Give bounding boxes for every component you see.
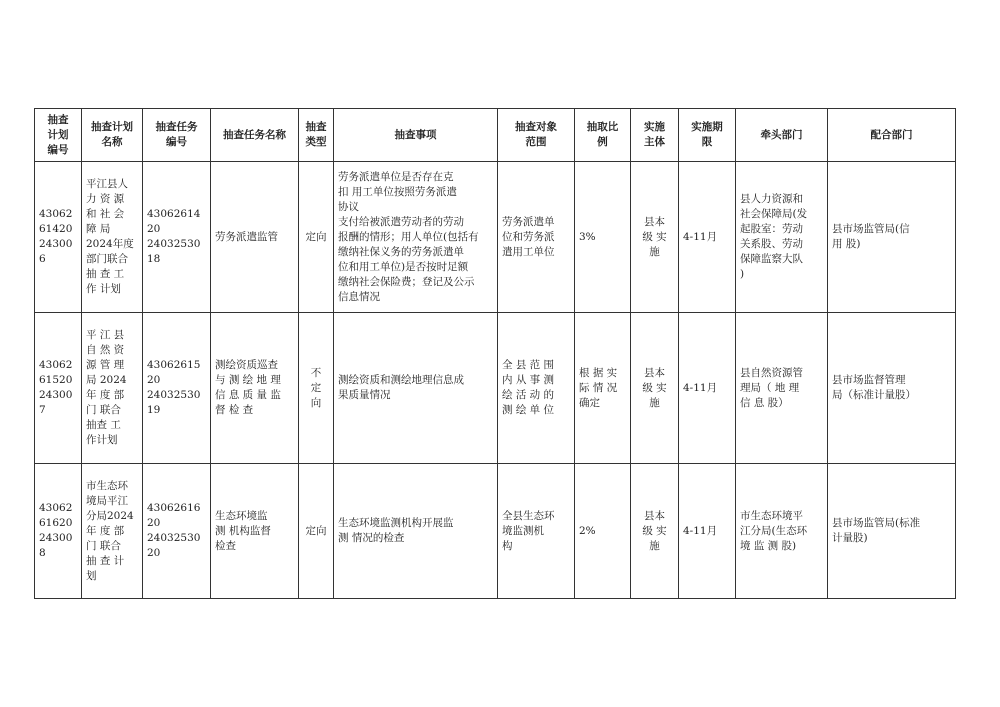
cell-coop-dept: 县市场监管局(信 用 股) — [828, 162, 956, 313]
cell-check-type: 定向 — [299, 162, 334, 313]
cell-task-id: 4306261520 24032530 19 — [143, 313, 211, 464]
header-period: 实施期 限 — [679, 109, 736, 162]
cell-plan-name: 市生态环 境局平江 分局2024 年 度 部 门 联合 抽 查 计 划 — [82, 464, 143, 599]
header-plan-name: 抽查计划 名称 — [82, 109, 143, 162]
header-sample-ratio: 抽取比 例 — [575, 109, 631, 162]
cell-task-name: 测绘资质巡查 与 测 绘 地 理 信 息 质 量 监 督 检 查 — [211, 313, 299, 464]
header-coop-dept: 配合部门 — [828, 109, 956, 162]
cell-implementer: 县本 级 实 施 — [631, 464, 679, 599]
cell-plan-name: 平 江 县 自 然 资 源 管 理 局 2024 年 度 部 门 联合 抽查 工 作计划 — [82, 313, 143, 464]
header-implementer: 实施 主体 — [631, 109, 679, 162]
cell-period: 4-11月 — [679, 162, 736, 313]
cell-target-scope: 劳务派遣单 位和劳务派 遣用工单位 — [498, 162, 575, 313]
cell-check-items: 劳务派遣单位是否存在克 扣 用工单位按照劳务派遣 协议 支付给被派遣劳动者的劳动 报酬的情形；用人单位(包括有 缴纳社保义务的劳务派遣单 位和用工单位)是否按时足额 缴纳社会保险费；登记及公示 信息情况 — [334, 162, 498, 313]
table-row — [35, 313, 956, 464]
header-task-id: 抽查任务 编号 — [143, 109, 211, 162]
cell-period: 4-11月 — [679, 313, 736, 464]
cell-task-name: 劳务派遣监管 — [211, 162, 299, 313]
cell-check-type: 不 定 向 — [299, 313, 334, 464]
header-check-type: 抽查 类型 — [299, 109, 334, 162]
header-check-items: 抽查事项 — [334, 109, 498, 162]
cell-lead-dept: 市生态环境平 江分局(生态环 境 监 测 股) — [736, 464, 828, 599]
cell-implementer: 县本 级 实 施 — [631, 162, 679, 313]
cell-plan-id: 43062 61420 24300 6 — [35, 162, 82, 313]
inspection-plan-table — [34, 108, 956, 599]
header-plan-id: 抽查 计划 编号 — [35, 109, 82, 162]
cell-target-scope: 全 县 范 围 内 从 事 测 绘 活 动 的 测 绘 单 位 — [498, 313, 575, 464]
table-row — [35, 464, 956, 599]
cell-task-name: 生态环境监 测 机构监督 检查 — [211, 464, 299, 599]
cell-coop-dept: 县市场监管局(标准 计量股) — [828, 464, 956, 599]
header-row — [35, 109, 956, 162]
cell-lead-dept: 县自然资源管 理局（ 地 理 信 息 股） — [736, 313, 828, 464]
cell-plan-name: 平江县人 力 资 源 和 社 会 障 局 2024年度 部门联合 抽 查 工 作 计划 — [82, 162, 143, 313]
cell-check-items: 生态环境监测机构开展监 测 情况的检查 — [334, 464, 498, 599]
header-task-name: 抽查任务名称 — [211, 109, 299, 162]
cell-lead-dept: 县人力资源和 社会保障局(发 起股室：劳动 关系股、劳动 保障监察大队 ) — [736, 162, 828, 313]
cell-coop-dept: 县市场监督管理 局（标准计量股） — [828, 313, 956, 464]
cell-check-type: 定向 — [299, 464, 334, 599]
cell-sample-ratio: 3% — [575, 162, 631, 313]
table-row — [35, 162, 956, 313]
cell-check-items: 测绘资质和测绘地理信息成 果质量情况 — [334, 313, 498, 464]
cell-implementer: 县本 级 实 施 — [631, 313, 679, 464]
cell-task-id: 4306261620 24032530 20 — [143, 464, 211, 599]
cell-task-id: 4306261420 24032530 18 — [143, 162, 211, 313]
cell-plan-id: 43062 61620 24300 8 — [35, 464, 82, 599]
cell-sample-ratio: 根 据 实 际 情 况 确定 — [575, 313, 631, 464]
cell-target-scope: 全县生态环 境监测机 构 — [498, 464, 575, 599]
cell-period: 4-11月 — [679, 464, 736, 599]
cell-sample-ratio: 2% — [575, 464, 631, 599]
cell-plan-id: 43062 61520 24300 7 — [35, 313, 82, 464]
header-lead-dept: 牵头部门 — [736, 109, 828, 162]
header-target-scope: 抽查对象 范围 — [498, 109, 575, 162]
